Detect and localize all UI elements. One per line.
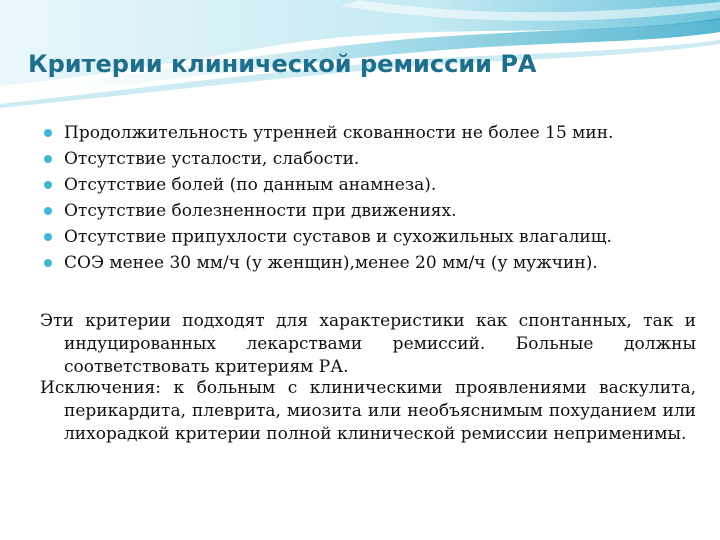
slide-title: Критерии клинической ремиссии РА [28, 50, 537, 78]
list-item [44, 224, 704, 250]
list-item-text: Отсутствие усталости, слабости. [64, 149, 360, 169]
list-item-text: СОЭ менее 30 мм/ч (у женщин),менее 20 мм/ч (у мужчин). [64, 253, 598, 273]
bullet-icon [44, 181, 52, 189]
bullet-icon [44, 155, 52, 163]
list-item [44, 146, 704, 172]
list-item-text: Отсутствие припухлости суставов и сухожильных влагалищ. [64, 227, 612, 247]
exceptions-paragraph: Исключения: к больным с клиническими проявлениями васкулита, перикардита, плеврита, миозита или необъяснимым похуданием или лихорадкой критерии полной клинической ремиссии неприменимы. [40, 378, 696, 444]
bullet-icon [44, 233, 52, 241]
bullet-icon [44, 129, 52, 137]
list-item [44, 120, 704, 146]
bullet-icon [44, 259, 52, 267]
bullet-icon [44, 207, 52, 215]
list-item-text: Отсутствие болей (по данным анамнеза). [64, 175, 437, 195]
list-item [44, 198, 704, 224]
list-item [44, 172, 704, 198]
list-item-text: Отсутствие болезненности при движениях. [64, 201, 457, 221]
list-item-text: Продолжительность утренней скованности не более 15 мин. [64, 123, 614, 143]
criteria-note-paragraph: Эти критерии подходят для характеристики как спонтанных, так и индуцированных лекарствами ремиссий. Больные должны соответствовать критериям РА. [40, 311, 696, 377]
list-item [44, 250, 704, 276]
criteria-list [44, 120, 704, 276]
